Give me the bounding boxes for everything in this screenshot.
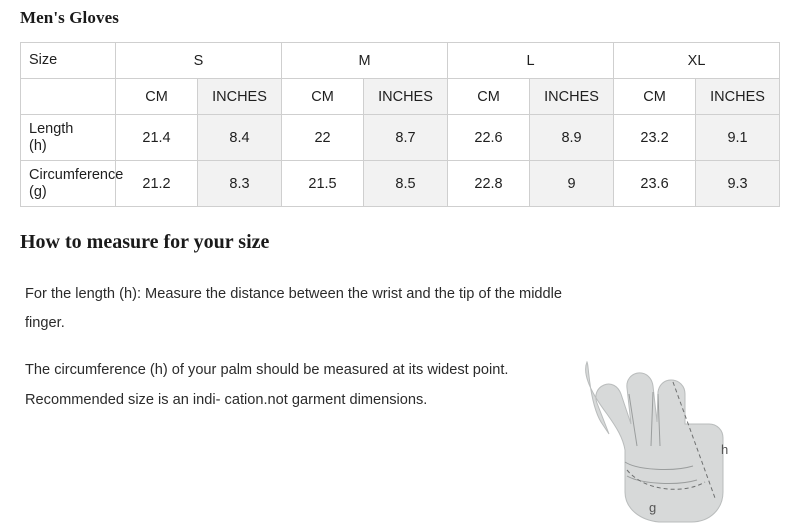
length-l-cm: 22.6 bbox=[448, 115, 530, 161]
circumference-s-cm: 21.2 bbox=[116, 161, 198, 207]
length-m-cm: 22 bbox=[282, 115, 364, 161]
hand-diagram bbox=[565, 342, 765, 530]
unit-m-cm: CM bbox=[282, 79, 364, 115]
length-l-inches: 8.9 bbox=[530, 115, 614, 161]
row-label-circumference bbox=[21, 161, 124, 207]
how-to-paragraph-1: For the length (h): Measure the distance between the wrist and the tip of the middle finger. bbox=[25, 286, 563, 332]
hand-illustration-icon bbox=[565, 342, 765, 530]
page-title: Men's Gloves bbox=[20, 8, 119, 27]
length-xl-cm: 23.2 bbox=[614, 115, 696, 161]
size-group-l: L bbox=[448, 43, 614, 79]
circumference-m-inches: 8.5 bbox=[364, 161, 448, 207]
length-xl-inches: 9.1 bbox=[696, 115, 780, 161]
diagram-label-h: h bbox=[721, 442, 729, 457]
unit-s-cm: CM bbox=[116, 79, 198, 115]
row-label-length-line1: Length bbox=[29, 121, 74, 138]
size-group-s: S bbox=[116, 43, 282, 79]
length-m-inches: 8.7 bbox=[364, 115, 448, 161]
size-chart-table bbox=[20, 42, 780, 207]
size-group-m: M bbox=[282, 43, 448, 79]
row-label-circumference-line2: (g) bbox=[29, 183, 47, 200]
table-corner-label: Size bbox=[21, 43, 116, 79]
circumference-m-cm: 21.5 bbox=[282, 161, 364, 207]
table-row-circumference bbox=[21, 161, 780, 207]
circumference-s-inches: 8.3 bbox=[198, 161, 282, 207]
circumference-l-cm: 22.8 bbox=[448, 161, 530, 207]
circumference-xl-cm: 23.6 bbox=[614, 161, 696, 207]
table-header-row bbox=[21, 43, 780, 79]
table-units-row bbox=[21, 79, 780, 115]
unit-xl-cm: CM bbox=[614, 79, 696, 115]
circumference-xl-inches: 9.3 bbox=[696, 161, 780, 207]
unit-l-cm: CM bbox=[448, 79, 530, 115]
diagram-label-g: g bbox=[649, 500, 657, 515]
size-group-xl: XL bbox=[614, 43, 780, 79]
length-s-inches: 8.4 bbox=[198, 115, 282, 161]
how-to-heading: How to measure for your size bbox=[20, 231, 270, 253]
how-to-paragraph-2: The circumference (h) of your palm should be measured at its widest point. Recommended size is an indi- cation.not garment dimensions. bbox=[25, 362, 509, 408]
unit-xl-inches: INCHES bbox=[696, 79, 780, 115]
row-label-circumference-line1: Circumference bbox=[29, 167, 124, 184]
size-guide-page bbox=[0, 8, 787, 530]
unit-s-inches: INCHES bbox=[198, 79, 282, 115]
table-row-length bbox=[21, 115, 780, 161]
unit-m-inches: INCHES bbox=[364, 79, 448, 115]
units-row-spacer bbox=[21, 79, 116, 115]
row-label-length-line2: (h) bbox=[29, 137, 47, 154]
unit-l-inches: INCHES bbox=[530, 79, 614, 115]
row-label-length bbox=[21, 115, 116, 161]
length-s-cm: 21.4 bbox=[116, 115, 198, 161]
circumference-l-inches: 9 bbox=[530, 161, 614, 207]
